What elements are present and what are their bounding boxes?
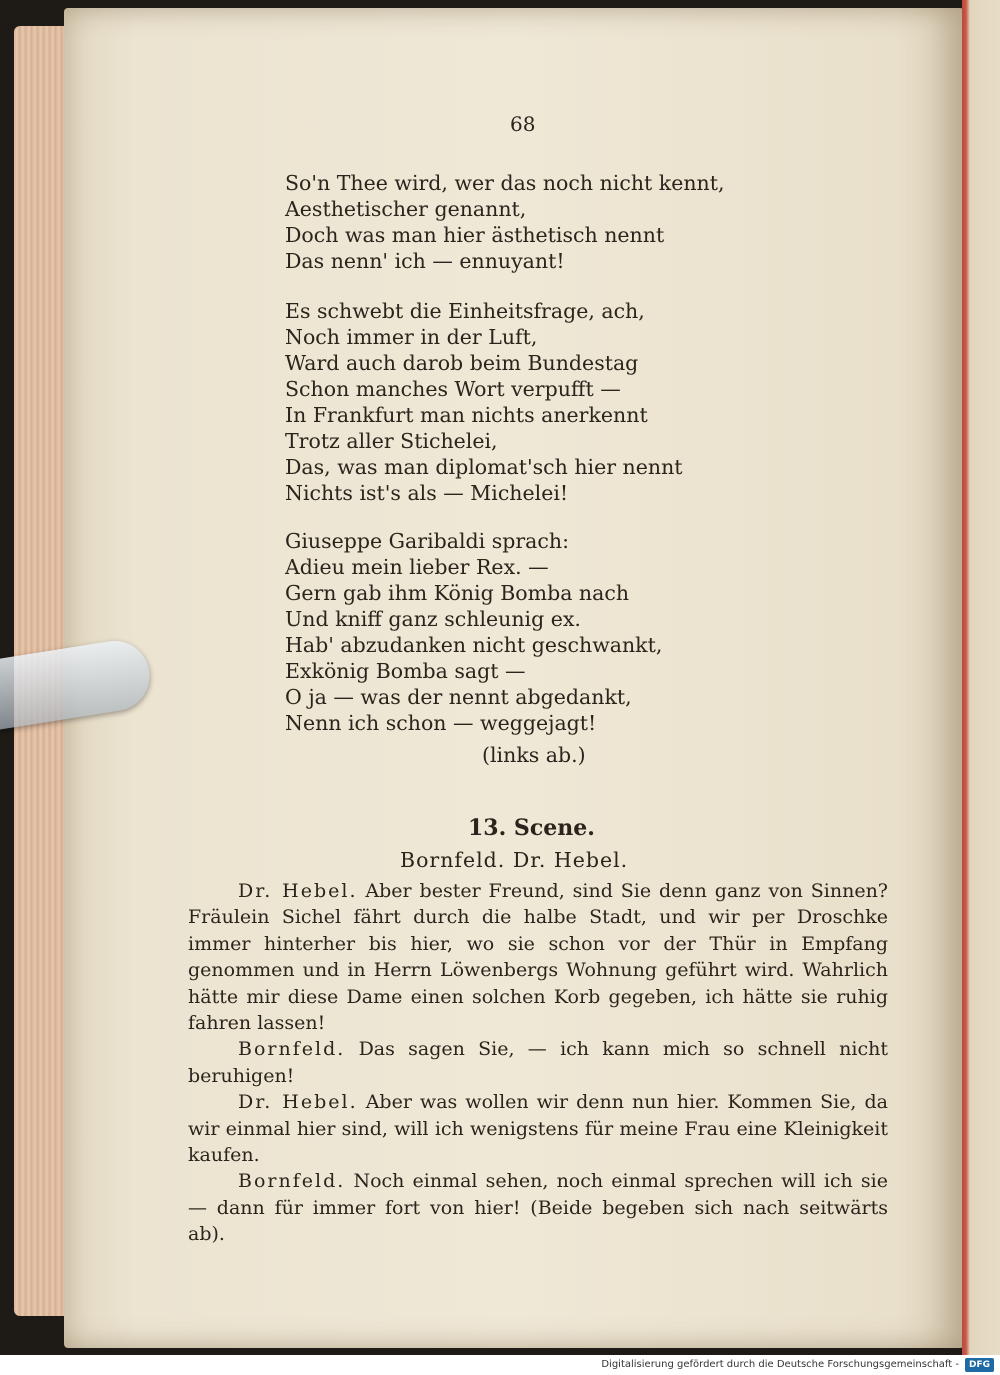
verse-line: Das nenn' ich — ennuyant! (285, 249, 565, 273)
verse-line: Noch immer in der Luft, (285, 325, 538, 349)
dialogue-text: Das sagen Sie, — ich kann mich so schnell nicht beruhigen! (188, 1038, 888, 1087)
stage-direction: (links ab.) (482, 743, 586, 767)
verse-line: Und kniff ganz schleunig ex. (285, 607, 581, 631)
speaker-name: Bornfeld. (238, 1038, 346, 1061)
scene-characters: Bornfeld. Dr. Hebel. (400, 848, 629, 872)
dialogue-paragraph (188, 1168, 888, 1247)
verse-line: Aesthetischer genannt, (285, 197, 527, 221)
dialogue-block (188, 878, 888, 1248)
verse-line: O ja — was der nennt abgedankt, (285, 685, 632, 709)
verse-line: Das, was man diplomat'sch hier nennt (285, 455, 683, 479)
dialogue-text: Aber was wollen wir denn nun hier. Kommen Sie, da wir einmal hier sind, will ich wenigstens für meine Frau eine Kleinigkeit kaufen. (188, 1091, 888, 1167)
speaker-name: Dr. Hebel. (238, 1091, 358, 1114)
footer-credit: Digitalisierung gefördert durch die Deutsche Forschungsgemeinschaft - (601, 1359, 959, 1370)
dialogue-paragraph (188, 1036, 888, 1089)
verse-line: Nichts ist's als — Michelei! (285, 481, 569, 505)
verse-line: Gern gab ihm König Bomba nach (285, 581, 630, 605)
verse-line: Trotz aller Stichelei, (285, 429, 498, 453)
dialogue-text: Aber bester Freund, sind Sie denn ganz von Sinnen? Fräulein Sichel fährt durch die halbe Stadt, und wir per Droschke immer hinterher bis hier, wo sie schon vor der Thür in Empfang genommen und in Herrn Löwenbergs Wohnung geführt wird. Wahrlich hätte mir diese Dame einen solchen Korb gegeben, ich hätte sie ruhig fahren lassen! (188, 880, 888, 1035)
verse-line: Es schwebt die Einheitsfrage, ach, (285, 299, 645, 323)
scene-title: 13. Scene. (468, 815, 595, 841)
footer-bar (0, 1355, 1000, 1375)
verse-line: Hab' abzudanken nicht geschwankt, (285, 633, 663, 657)
dialogue-paragraph (188, 878, 888, 1036)
verse-line: Exkönig Bomba sagt — (285, 659, 526, 683)
speaker-name: Bornfeld. (238, 1170, 346, 1193)
page-number: 68 (510, 112, 536, 136)
verse-line: Ward auch darob beim Bundestag (285, 351, 639, 375)
verse-line: Schon manches Wort verpufft — (285, 377, 621, 401)
next-page-edge (962, 0, 1000, 1355)
dialogue-paragraph (188, 1089, 888, 1168)
verse-line: Doch was man hier ästhetisch nennt (285, 223, 665, 247)
verse-line: Nenn ich schon — weggejagt! (285, 711, 597, 735)
verse-line: Adieu mein lieber Rex. — (285, 555, 549, 579)
dialogue-text: Noch einmal sehen, noch einmal sprechen will ich sie — dann für immer fort von hier! (Beide begeben sich nach seitwärts ab). (188, 1170, 888, 1246)
dfg-logo-icon: DFG (965, 1358, 994, 1372)
verse-line: So'n Thee wird, wer das noch nicht kennt, (285, 171, 725, 195)
speaker-name: Dr. Hebel. (238, 880, 358, 902)
verse-line: In Frankfurt man nichts anerkennt (285, 403, 648, 427)
verse-line: Giuseppe Garibaldi sprach: (285, 529, 569, 553)
